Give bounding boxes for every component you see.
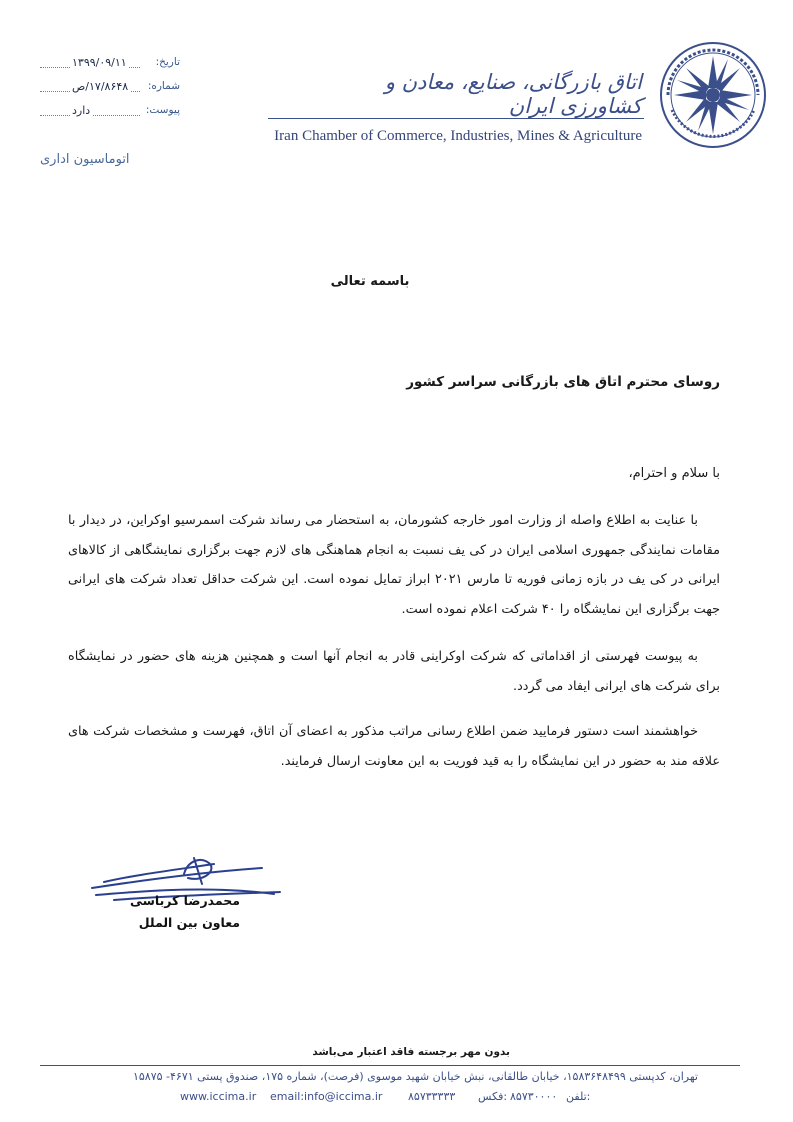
number-value: ۱۷/۸۶۴۸/ص bbox=[72, 80, 129, 93]
number-label: شماره: bbox=[147, 80, 180, 92]
office-automation-label: اتوماسیون اداری bbox=[40, 152, 130, 167]
greeting: با سلام و احترام، bbox=[628, 466, 720, 481]
footer-rule bbox=[40, 1065, 740, 1066]
invocation: باسمه تعالی bbox=[330, 274, 410, 289]
org-name-persian: اتاق بازرگانی، صنایع، معادن و کشاورزی ایران bbox=[384, 70, 642, 118]
phone-number: ۸۵۷۳۰۰۰۰ bbox=[510, 1090, 558, 1103]
paragraph-2 bbox=[68, 642, 720, 701]
iccima-logo bbox=[658, 40, 768, 150]
footer-address: تهران، کدپستی ۱۵۸۳۶۴۸۴۹۹، خیابان طالقانی، نبش خیابان شهید موسوی (فرصت)، شماره ۱۷۵، صندوق پستی ۴۶۷۱- ۱۵۸۷۵ bbox=[132, 1070, 698, 1083]
paragraph-3 bbox=[68, 717, 720, 776]
signatory-title: معاون بین الملل bbox=[138, 915, 240, 930]
org-name-english: Iran Chamber of Commerce, Industries, Mines & Agriculture bbox=[274, 128, 642, 144]
fax-label: فکس: bbox=[478, 1090, 508, 1103]
signatory-name: محمدرضا کرباسی bbox=[129, 893, 240, 908]
attachment-label: پیوست: bbox=[145, 104, 180, 116]
fax-number: ۸۵۷۳۳۳۳۳ bbox=[408, 1090, 456, 1103]
attachment-row bbox=[40, 104, 180, 128]
paragraph-text: با عنایت به اطلاع واصله از وزارت امور خارجه کشورمان، به استحضار می رساند شرکت اسمرسیو اوکراین، در دیدار با مقامات نمایندگی جمهوری اسلامی ایران در کی یف نسبت به انجام هماهنگی های لازم جهت برگزاری نمایشگاهی از کالاهای ایرانی در کی یف در بازه زمانی فوریه تا مارس ۲۰۲۱ ابراز تمایل نموده است. این شرکت حداقل تعداد شرکت های ایرانی جهت برگزاری این نمایشگاه را ۴۰ شرکت اعلام نموده است. bbox=[68, 513, 720, 617]
paragraph-1 bbox=[68, 506, 720, 624]
addressee: روسای محترم اتاق های بازرگانی سراسر کشور bbox=[406, 374, 720, 390]
date-value: ۱۳۹۹/۰۹/۱۱ bbox=[72, 56, 127, 69]
phone-label: تلفن: bbox=[566, 1090, 591, 1103]
paragraph-text: خواهشمند است دستور فرمایید ضمن اطلاع رسانی مراتب مذکور به اعضای آن اتاق، فهرست و مشخصات شرکت های علاقه مند به حضور در این نمایشگاه را به قید فوریت به این معاونت ارسال فرمایند. bbox=[68, 724, 720, 769]
paragraph-text: به پیوست فهرستی از اقداماتی که شرکت اوکراینی قادر به انجام آنها است و همچنین هزینه های حضور در نمایشگاه برای شرکت های ایرانی ایفاد می گردد. bbox=[68, 649, 720, 694]
attachment-value: دارد bbox=[72, 104, 91, 117]
letter-meta bbox=[40, 56, 180, 128]
email-link[interactable]: email:info@iccima.ir bbox=[270, 1090, 383, 1103]
date-row bbox=[40, 56, 180, 80]
website-link[interactable]: www.iccima.ir bbox=[180, 1090, 257, 1103]
number-row bbox=[40, 80, 180, 104]
header-rule bbox=[268, 118, 644, 119]
stamp-validity-note: بدون مهر برجسته فاقد اعتبار می‌باشد bbox=[312, 1046, 510, 1058]
date-label: تاریخ: bbox=[155, 56, 180, 68]
